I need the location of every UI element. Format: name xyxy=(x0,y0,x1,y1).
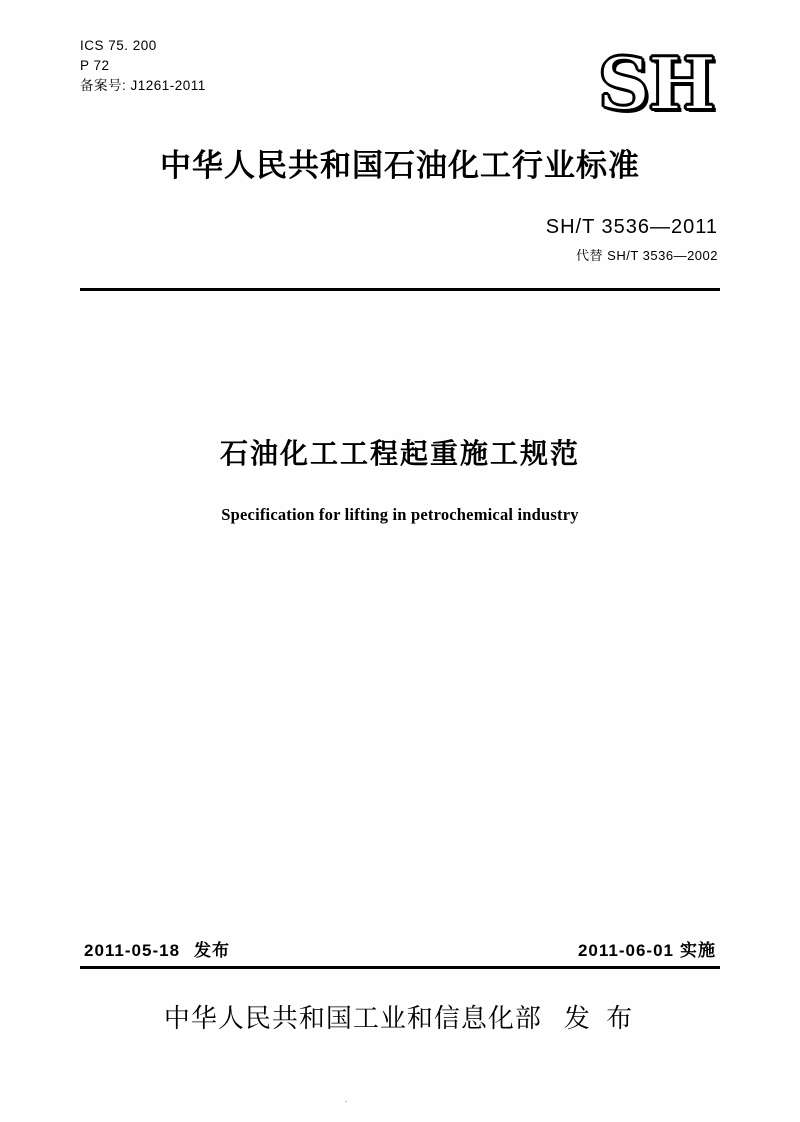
standard-number-block xyxy=(546,216,718,264)
document-title-en: Specification for lifting in petrochemical industry xyxy=(221,505,579,524)
issue-date-block xyxy=(84,936,230,961)
effective-label: 实施 xyxy=(680,941,716,960)
divider-bottom xyxy=(80,966,720,969)
issue-label: 发布 xyxy=(194,941,231,960)
divider-top xyxy=(80,288,720,291)
effective-date-block xyxy=(578,936,716,961)
standard-replaces: 代替 SH/T 3536—2002 xyxy=(576,248,718,263)
classification-code: P 72 xyxy=(80,58,110,73)
effective-date: 2011-06-01 xyxy=(577,941,674,960)
publisher-block xyxy=(80,998,720,1035)
issue-date: 2011-05-18 xyxy=(84,941,181,960)
document-title-cn: 石油化工工程起重施工规范 xyxy=(219,437,580,470)
record-number: 备案号: J1261-2011 xyxy=(80,78,206,93)
page-content xyxy=(80,0,720,1122)
standard-number: SH/T 3536—2011 xyxy=(545,216,718,238)
publisher-action: 发 布 xyxy=(563,1004,637,1034)
header-codes xyxy=(80,36,206,96)
national-standard-title: 中华人民共和国石油化工行业标准 xyxy=(160,148,640,184)
publisher-name: 中华人民共和国工业和信息化部 xyxy=(163,1004,542,1034)
sh-logo: SH xyxy=(597,41,714,126)
footer-mark: · xyxy=(344,1096,348,1108)
ics-code: ICS 75. 200 xyxy=(80,38,157,53)
